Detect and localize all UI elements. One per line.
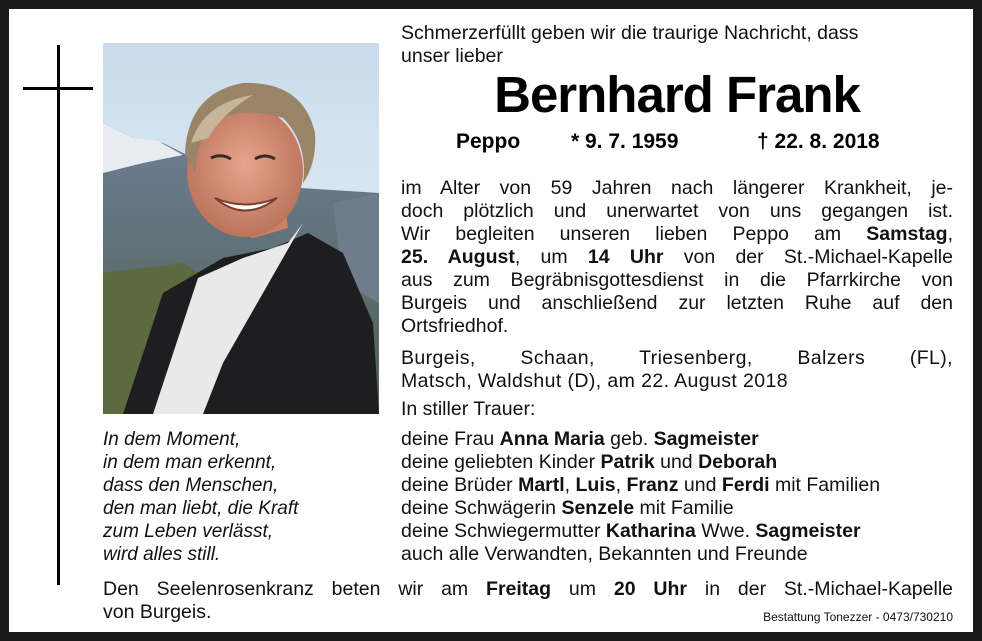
body-line [401,246,953,269]
funeral-day: Samstag [866,223,948,245]
family-name: Anna Maria [499,428,605,450]
family-text: und [678,474,722,496]
nickname: Peppo [456,130,521,153]
family-text: deine Frau [401,428,500,450]
family-text: deine Schwägerin [401,497,562,519]
poem-line: den man liebt, die Kraft [103,498,299,519]
rosary-time: 20 Uhr [613,578,687,600]
family-name: Deborah [698,451,778,473]
family-text: deine geliebten Kinder [401,451,601,473]
family-text: deine Brüder [401,474,519,496]
family-list [401,428,880,566]
body-text: , [947,223,953,245]
poem-line: In dem Moment, [103,429,241,450]
body-line: im Alter von 59 Jahren nach längerer Krankheit, je- [401,177,953,199]
rosary-day: Freitag [486,578,552,600]
intro-text [401,22,858,68]
announcement-body [401,177,953,338]
family-name: Luis [575,474,616,496]
intro-line-2: unser lieber [401,45,503,67]
rosary-text: Den Seelenrosenkranz beten wir am [103,578,487,600]
body-text: von der St.-Michael-Kapelle [683,246,953,268]
family-text: , [564,474,576,496]
poem-line: zum Leben verlässt, [103,521,274,542]
family-text: mit Familien [769,474,881,496]
family-text: und [654,451,699,473]
place-date [401,347,953,393]
family-text: mit Familie [634,497,734,519]
place-line: Burgeis, Schaan, Triesenberg, Balzers (FL), [401,347,953,369]
family-name: Patrik [600,451,655,473]
portrait-photo [103,43,379,414]
body-line: Ortsfriedhof. [401,315,509,337]
family-row [401,497,880,520]
cross-icon [57,45,60,585]
poem [103,428,298,566]
intro-line-1: Schmerzerfüllt geben wir die traurige Nachricht, dass [401,22,859,44]
family-row: auch alle Verwandten, Bekannten und Freunde [401,543,808,565]
family-name: Franz [626,474,679,496]
poem-line: wird alles still. [103,544,221,565]
family-name: Senzele [561,497,635,519]
poem-line: dass den Menschen, [103,475,279,496]
family-name: Sagmeister [755,520,861,542]
place-line: Matsch, Waldshut (D), am 22. August 2018 [401,370,789,392]
body-line: doch plötzlich und unerwartet von uns gegangen ist. [401,200,953,222]
body-line: aus zum Begräbnisgottesdienst in die Pfarrkirche von [401,269,953,291]
funeral-date: 25. August [401,246,515,268]
family-text: geb. [604,428,654,450]
family-row [401,520,880,543]
family-text: deine Schwiegermutter [401,520,606,542]
family-text: Wwe. [695,520,756,542]
family-text: , [615,474,627,496]
rosary-text: in der St.-Michael-Kapelle [687,578,953,600]
family-row [401,474,880,497]
birth-date: * 9. 7. 1959 [571,130,679,153]
death-date: † 22. 8. 2018 [757,130,880,153]
family-name: Ferdi [721,474,770,496]
funeral-home-credit: Bestattung Tonezzer - 0473/730210 [763,610,953,624]
poem-line: in dem man erkennt, [103,452,277,473]
rosary-line [103,578,953,601]
deceased-name: Bernhard Frank [494,66,860,123]
rosary-text: um [551,578,614,600]
mourning-heading: In stiller Trauer: [401,398,536,420]
family-row [401,451,880,474]
cross-icon-bar [23,87,93,90]
rosary-line: von Burgeis. [103,601,212,623]
family-name: Katharina [605,520,696,542]
funeral-time: 14 Uhr [587,246,664,268]
family-name: Sagmeister [653,428,759,450]
body-text: Wir begleiten unseren lieben Peppo am [401,223,842,245]
body-line [401,223,953,246]
body-text: , um [514,246,568,268]
body-line: Burgeis und anschließend zur letzten Ruhe auf den [401,292,953,314]
family-name: Martl [518,474,565,496]
family-row [401,428,880,451]
